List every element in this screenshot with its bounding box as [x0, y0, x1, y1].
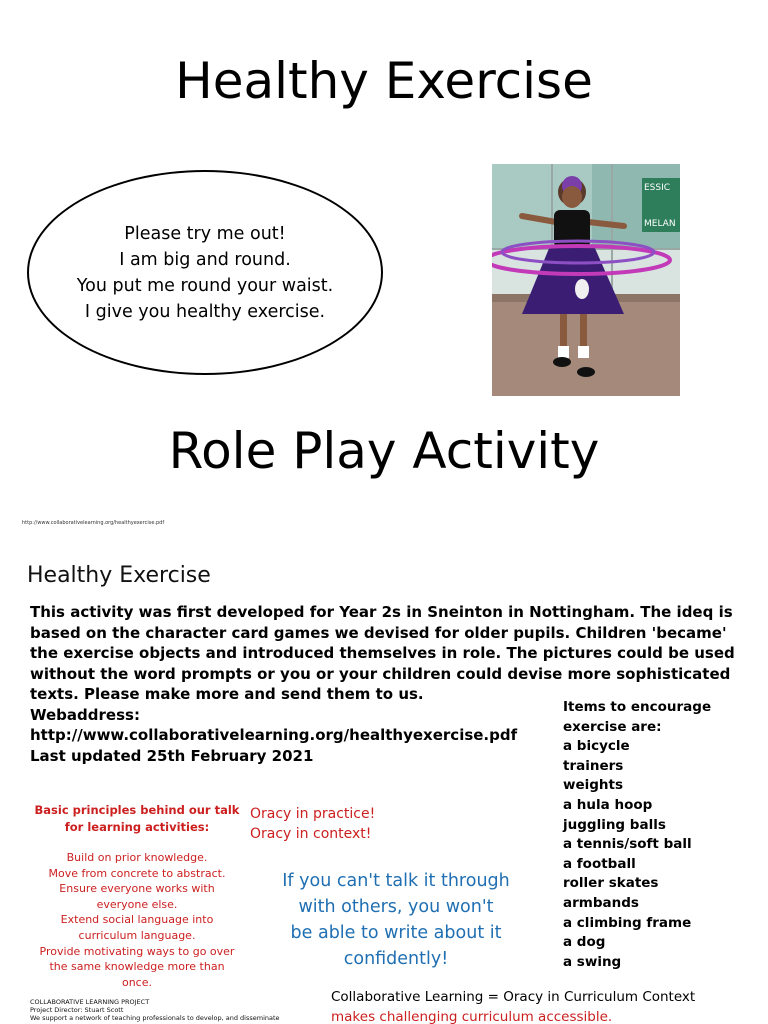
list-item: trainers [563, 757, 624, 774]
list-item: weights [563, 777, 624, 794]
principle-line: Move from concrete to abstract. [48, 866, 226, 880]
oracy-line: Oracy in context! [250, 826, 372, 842]
list-item: exercise are: [563, 718, 662, 735]
talk-quote [250, 868, 542, 972]
last-updated: Last updated 25th February 2021 [30, 746, 314, 765]
credit-line: We support a network of teaching professionals to develop, and disseminate [30, 1014, 280, 1022]
list-item: a dog [563, 934, 606, 951]
speech-bubble [27, 170, 383, 375]
list-item: a climbing frame [563, 914, 692, 931]
oracy-line: Oracy in practice! [250, 806, 376, 822]
page-title: Healthy Exercise [175, 52, 593, 110]
list-item: a bicycle [563, 738, 630, 755]
section-heading: Healthy Exercise [27, 563, 211, 588]
oracy-notes [250, 804, 375, 844]
quote-line: confidently! [343, 949, 449, 969]
quote-line: be able to write about it [290, 923, 502, 943]
list-item: juggling balls [563, 816, 666, 833]
project-credits [30, 998, 330, 1022]
principle-line: everyone else. [96, 897, 178, 911]
list-item: roller skates [563, 875, 659, 892]
hula-hoop-photo [492, 164, 680, 396]
quote-line: with others, you won't [298, 897, 494, 917]
principles-heading-line: for learning activities: [64, 820, 210, 834]
credit-line: Project Director: Stuart Scott [30, 1006, 124, 1014]
paragraph-line: This activity was first developed for Year 2s in Sneinton in Nottingham. The ideq is [30, 603, 733, 621]
sign-text-1: ESSIC [644, 183, 671, 193]
principles-heading [22, 802, 252, 836]
list-item: a football [563, 855, 636, 872]
principle-line: Provide motivating ways to go over [39, 944, 235, 958]
photo-illustration [492, 164, 680, 396]
bubble-line: Please try me out! [124, 223, 286, 244]
quote-line: If you can't talk it through [282, 871, 510, 891]
principle-line: the same knowledge more than [49, 960, 225, 974]
bubble-line: You put me round your waist. [76, 275, 334, 296]
principle-line: curriculum language. [78, 928, 196, 942]
paragraph-line: texts. Please make more and send them to us. [30, 685, 424, 703]
paragraph-line: based on the character card games we devised for older pupils. Children 'became' [30, 623, 727, 642]
bubble-line: I am big and round. [119, 249, 291, 270]
list-item: armbands [563, 894, 639, 911]
principle-line: Extend social language into [60, 913, 214, 927]
bubble-line: I give you healthy exercise. [84, 301, 326, 322]
exercise-items-list [563, 698, 763, 972]
list-item: a tennis/soft ball [563, 836, 692, 853]
principles-heading-line: Basic principles behind our talk [34, 803, 240, 817]
list-item: a swing [563, 953, 622, 970]
motto-subline: makes challenging curriculum accessible. [331, 1009, 613, 1024]
paragraph-line: Webaddress: [30, 705, 140, 724]
motto-line: Collaborative Learning = Oracy in Curriculum Context [331, 989, 696, 1005]
principle-line: once. [121, 975, 152, 989]
credit-line: COLLABORATIVE LEARNING PROJECT [30, 998, 150, 1006]
activity-title: Role Play Activity [168, 422, 600, 480]
paragraph-line: the exercise objects and introduced themselves in role. The pictures could be used [30, 644, 735, 662]
web-address-link[interactable]: http://www.collaborativelearning.org/healthyexercise.pdf [30, 726, 518, 744]
principle-line: Build on prior knowledge. [66, 851, 208, 864]
principle-line: Ensure everyone works with [59, 882, 215, 896]
list-item: Items to encourage [563, 699, 712, 715]
sign-text-2: MELAN [644, 219, 676, 229]
source-url: http://www.collaborativelearning.org/healthyexercise.pdf [22, 520, 165, 526]
list-item: a hula hoop [563, 796, 653, 813]
paragraph-line: without the word prompts or you or your children could devise more sophisticated [30, 664, 731, 683]
principles-list [22, 850, 252, 990]
